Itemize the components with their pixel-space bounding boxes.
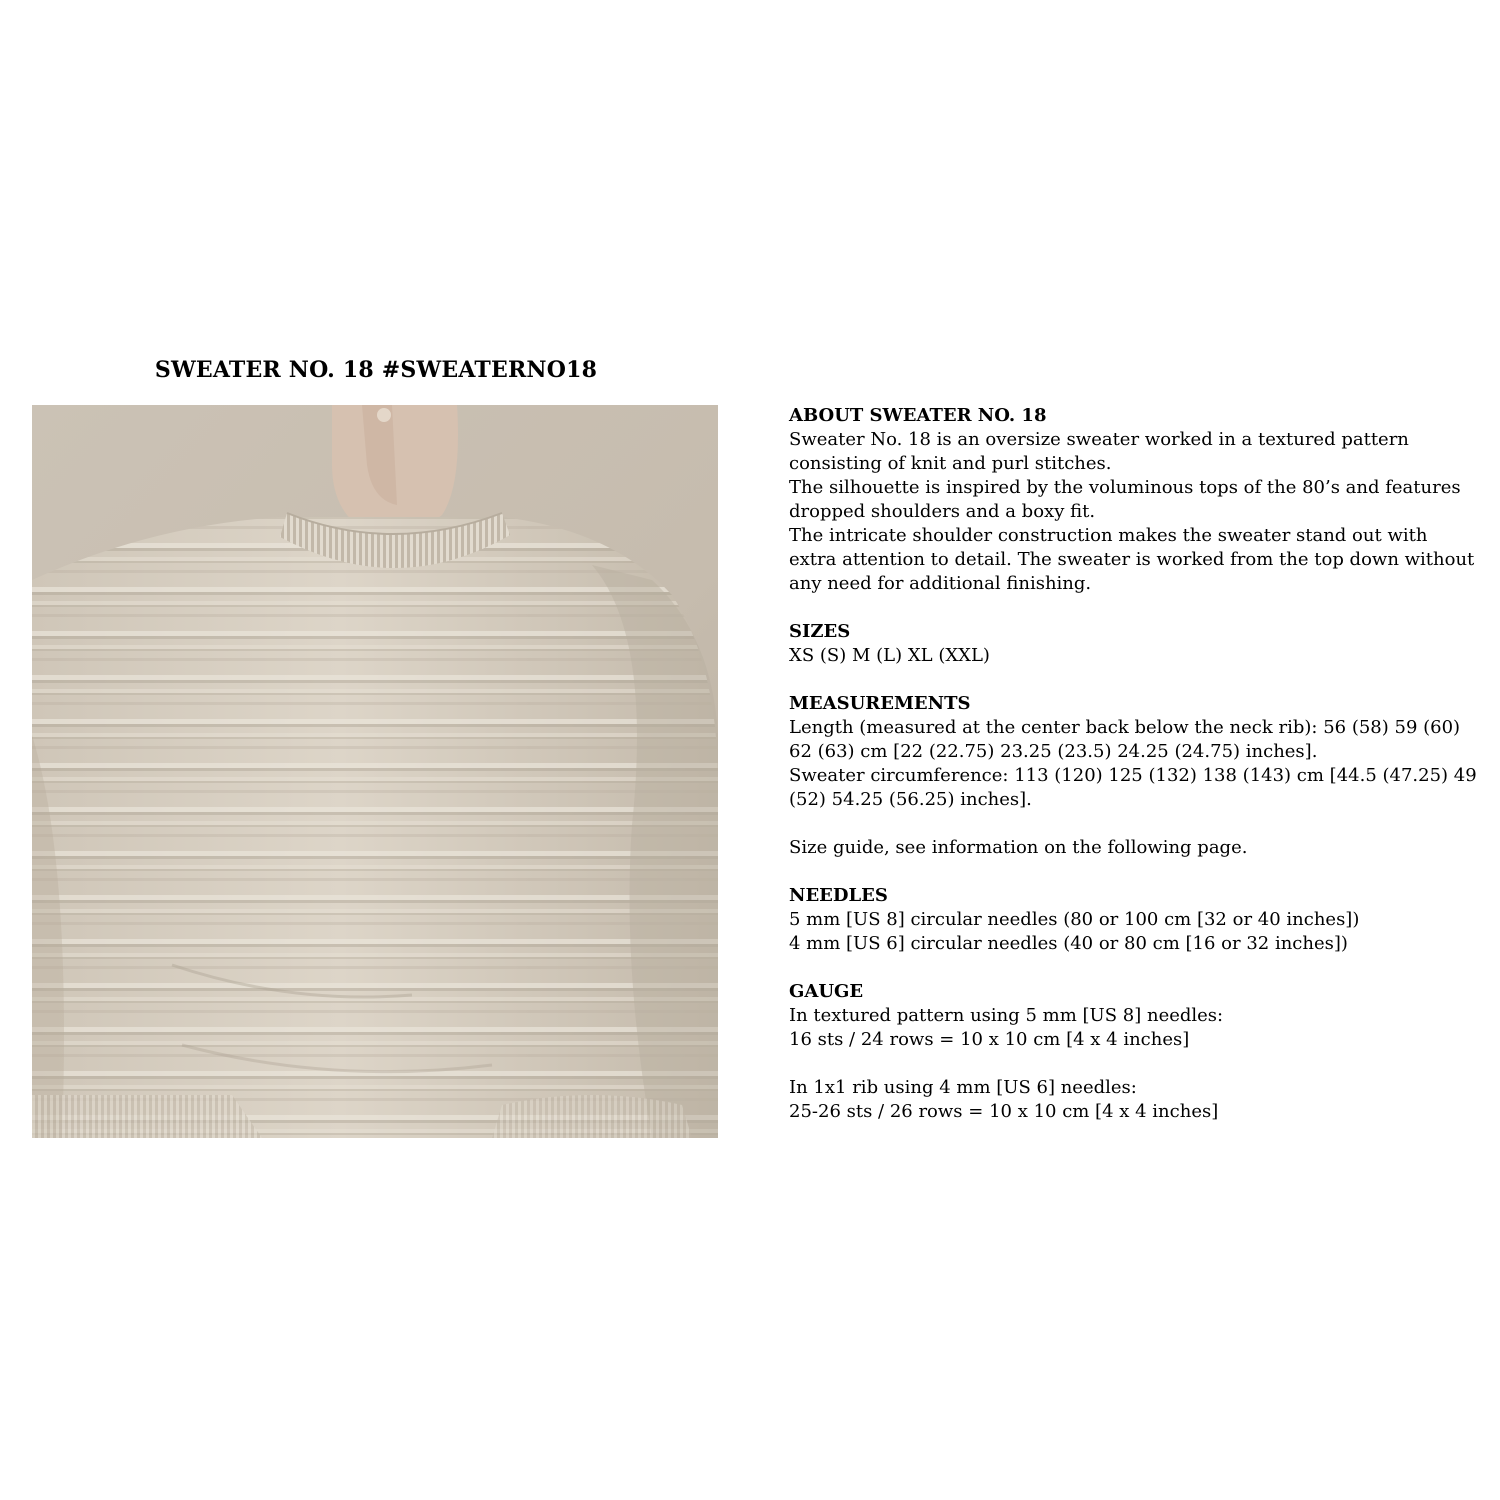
gauge-pattern-label: In textured pattern using 5 mm [US 8] needles: — [789, 1005, 1224, 1026]
about-section — [789, 404, 1479, 596]
measurements-heading: MEASUREMENTS — [789, 693, 971, 714]
gauge-pattern-value: 16 sts / 24 rows = 10 x 10 cm [4 x 4 inches] — [789, 1029, 1190, 1050]
about-paragraph-3: The intricate shoulder construction makes the sweater stand out with extra attention to detail. The sweater is worked from the top down without any need for additional finishing. — [789, 525, 1475, 594]
gauge-heading: GAUGE — [789, 981, 864, 1002]
measurements-section — [789, 692, 1479, 860]
knit-sweater-photo — [32, 405, 718, 1138]
measurements-length: Length (measured at the center back below the neck rib): 56 (58) 59 (60) 62 (63) cm [22 (22.75) 23.25 (23.5) 24.25 (24.75) inches]. — [789, 717, 1461, 762]
gauge-rib-value: 25-26 sts / 26 rows = 10 x 10 cm [4 x 4 inches] — [789, 1101, 1219, 1122]
needles-line-2: 4 mm [US 6] circular needles (40 or 80 cm [16 or 32 inches]) — [789, 933, 1348, 954]
pattern-info — [789, 404, 1479, 1148]
gauge-section — [789, 980, 1479, 1124]
needles-heading: NEEDLES — [789, 885, 888, 906]
measurements-circumference: Sweater circumference: 113 (120) 125 (132) 138 (143) cm [44.5 (47.25) 49 (52) 54.25 (56.25) inches]. — [789, 765, 1477, 810]
page-title: SWEATER NO. 18 #SWEATERNO18 — [154, 357, 598, 383]
size-guide-note: Size guide, see information on the following page. — [789, 837, 1248, 858]
needles-line-1: 5 mm [US 8] circular needles (80 or 100 cm [32 or 40 inches]) — [789, 909, 1360, 930]
about-paragraph-2: The silhouette is inspired by the voluminous tops of the 80’s and features dropped shoulders and a boxy fit. — [789, 477, 1461, 522]
sweater-illustration — [32, 405, 718, 1138]
sizes-section — [789, 620, 1479, 668]
about-paragraph-1: Sweater No. 18 is an oversize sweater worked in a textured pattern consisting of knit and purl stitches. — [789, 429, 1409, 474]
sizes-heading: SIZES — [789, 621, 851, 642]
needles-section — [789, 884, 1479, 956]
about-heading: ABOUT SWEATER NO. 18 — [789, 405, 1047, 426]
cuff-rib — [32, 1095, 262, 1138]
earring-icon — [377, 408, 391, 422]
gauge-rib-label: In 1x1 rib using 4 mm [US 6] needles: — [789, 1077, 1137, 1098]
sizes-value: XS (S) M (L) XL (XXL) — [789, 645, 990, 666]
